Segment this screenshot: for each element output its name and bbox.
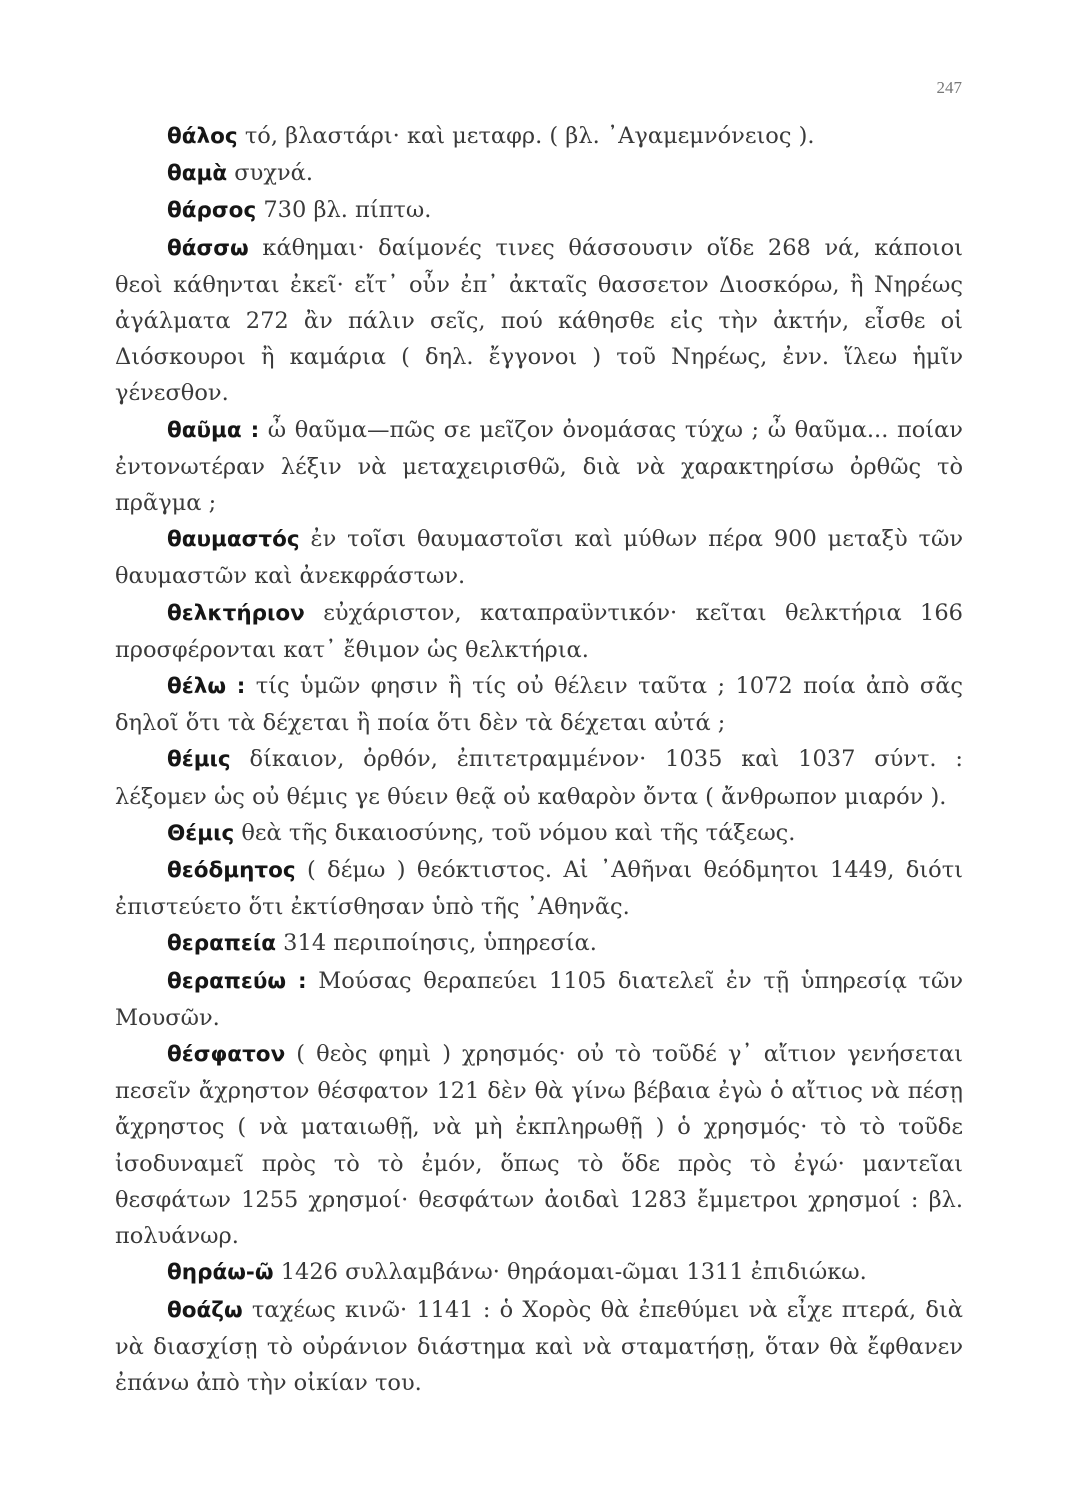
lemma: θεραπεύω :	[167, 968, 307, 994]
definition: ( δέμω ) θεόκτιστος. Αἱ ᾽Αθῆναι θεόδμητοι 1449, διότι ἐπιστεύετο ὅτι ἐκτίσθησαν ὑπὸ τῆς ᾽Αθηνᾶς.	[115, 857, 963, 921]
entry	[115, 1036, 963, 1254]
lemma: θαμὰ	[167, 161, 228, 187]
lemma: Θέμις	[167, 820, 235, 846]
lemma: θαῦμα :	[167, 417, 260, 443]
entry	[115, 1292, 963, 1402]
definition: συχνά.	[227, 160, 313, 187]
lemma: θέμις	[167, 747, 231, 773]
entry	[115, 230, 963, 412]
definition: ἐν τοῖσι θαυμαστοῖσι καὶ μύθων πέρα 900 μεταξὺ τῶν θαυμαστῶν καὶ ἀνεκφράστων.	[115, 526, 963, 590]
lemma: θέλω :	[167, 674, 246, 700]
lemma: θαυμαστός	[167, 527, 300, 553]
entry	[115, 118, 963, 155]
entry	[115, 741, 963, 814]
lemma: θεραπεία	[167, 931, 277, 957]
lemma: θάρσος	[167, 198, 257, 224]
entry	[115, 815, 963, 852]
page-number: 247	[936, 78, 962, 97]
entry	[115, 412, 963, 522]
entry	[115, 521, 963, 594]
entry	[115, 963, 963, 1036]
lemma: θεόδμητος	[167, 858, 296, 884]
lemma: θελκτήριον	[167, 600, 305, 626]
definition: εὐχάριστον, καταπραϋντικόν· κεῖται θελκτήρια 166 προσφέρονται κατ᾽ ἔθιμον ὡς θελκτήρια.	[115, 599, 963, 663]
definition: ( θεὸς φημὶ ) χρησμός· οὐ τὸ τοῦδέ γ᾽ αἴτιον γενήσεται πεσεῖν ἄχρηστον θέσφατον 121 δὲν θὰ γίνω βέβαια ἐγὼ ὁ αἴτιος νὰ πέσῃ ἄχρηστος ( νὰ ματαιωθῇ, νὰ μὴ ἐκπληρωθῇ ) ὁ χρησμός· τὸ τὸ τοῦδε ἰσοδυναμεῖ πρὸς τὸ τὸ ἐμόν, ὅπως τὸ ὅδε πρὸς τὸ ἐγώ· μαντεῖαι θεσφάτων 1255 χρησμοί· θεσφάτων ἀοιδαὶ 1283 ἔμμετροι χρησμοί : βλ. πολυάνωρ.	[115, 1041, 963, 1250]
entry-list	[115, 118, 963, 1401]
definition: 314 περιποίησις, ὑπηρεσία.	[276, 930, 597, 957]
definition: 730 βλ. πίπτω.	[256, 197, 432, 224]
entry	[115, 595, 963, 668]
definition: Μούσας θεραπεύει 1105 διατελεῖ ἐν τῇ ὑπηρεσίᾳ τῶν Μουσῶν.	[115, 967, 963, 1031]
definition: θεὰ τῆς δικαιοσύνης, τοῦ νόμου καὶ τῆς τάξεως.	[234, 819, 796, 846]
entry	[115, 192, 963, 229]
entry	[115, 925, 963, 962]
entry	[115, 155, 963, 192]
entry	[115, 1254, 963, 1291]
definition: 1426 συλλαμβάνω· θηράομαι-ῶμαι 1311 ἐπιδιώκω.	[273, 1259, 867, 1286]
lemma: θοάζω	[167, 1297, 243, 1323]
lemma: θάσσω	[167, 235, 249, 261]
definition: δίκαιον, ὀρθόν, ἐπιτετραμμένον· 1035 καὶ 1037 σύντ. : λέξομεν ὡς οὐ θέμις γε θύειν θεᾷ οὐ καθαρὸν ὄντα ( ἄνθρωπον μιαρόν ).	[115, 746, 963, 810]
definition: τίς ὑμῶν φησιν ἢ τίς οὐ θέλειν ταῦτα ; 1072 ποία ἀπὸ σᾶς δηλοῖ ὅτι τὰ δέχεται ἢ ποία ὅτι δὲν τὰ δέχεται αὐτά ;	[115, 673, 963, 737]
entry	[115, 852, 963, 925]
lemma: θηράω-ῶ	[167, 1260, 274, 1286]
definition: ταχέως κινῶ· 1141 : ὁ Χορὸς θὰ ἐπεθύμει νὰ εἶχε πτερά, διὰ νὰ διασχίσῃ τὸ οὐράνιον διάστημα καὶ νὰ σταματήσῃ, ὅταν θὰ ἔφθανεν ἐπάνω ἀπὸ τὴν οἰκίαν του.	[115, 1296, 963, 1396]
definition: κάθημαι· δαίμονές τινες θάσσουσιν οἵδε 268 νά, κάποιοι θεοὶ κάθηνται ἐκεῖ· εἴτ᾽ οὖν ἐπ᾽ ἀκταῖς θασσετον Διοσκόρω, ἢ Νηρέως ἀγάλματα 272 ἂν πάλιν σεῖς, πού κάθησθε εἰς τὴν ἀκτήν, εἶσθε οἱ Διόσκουροι ἢ καμάρια ( δηλ. ἔγγονοι ) τοῦ Νηρέως, ἐνν. ἵλεω ἡμῖν γένεσθον.	[115, 234, 963, 407]
entry	[115, 668, 963, 741]
lemma: θέσφατον	[167, 1042, 286, 1068]
definition: ὦ θαῦμα—πῶς σε μεῖζον ὀνομάσας τύχω ; ὦ θαῦμα... ποίαν ἐντονωτέραν λέξιν νὰ μεταχειρισθῶ, διὰ νὰ χαρακτηρίσω ὀρθῶς τὸ πρᾶγμα ;	[115, 416, 963, 517]
definition: τό, βλαστάρι· καὶ μεταφρ. ( βλ. ᾽Αγαμεμνόνειος ).	[237, 123, 815, 149]
lemma: θάλος	[167, 124, 238, 149]
